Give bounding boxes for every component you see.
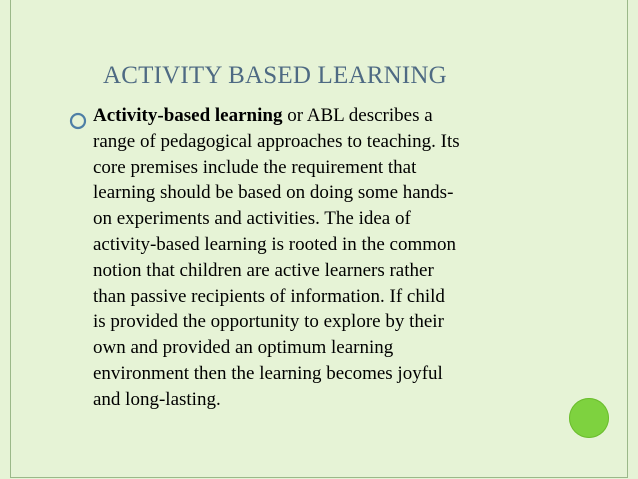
bullet-paragraph xyxy=(93,103,573,413)
text-line: range of pedagogical approaches to teaching. Its xyxy=(93,130,460,152)
text-line: environment then the learning becomes joyful xyxy=(93,362,443,384)
text-line: activity-based learning is rooted in the common xyxy=(93,233,457,255)
text-line: than passive recipients of information. If child xyxy=(93,285,445,307)
slide-title: ACTIVITY BASED LEARNING xyxy=(103,62,447,89)
text-line: notion that children are active learners rather xyxy=(93,259,434,281)
text-line: core premises include the requirement that xyxy=(93,156,417,178)
line-1-rest: or ABL describes a xyxy=(282,105,433,126)
text-line: is provided the opportunity to explore by their xyxy=(93,311,444,333)
text-line: learning should be based on doing some hands- xyxy=(93,182,454,204)
text-line: and long-lasting. xyxy=(93,388,221,410)
text-line: own and provided an optimum learning xyxy=(93,337,394,359)
green-circle-icon xyxy=(569,398,609,438)
hollow-circle-bullet-icon xyxy=(67,110,89,132)
text-line: on experiments and activities. The idea of xyxy=(93,208,411,230)
text-line xyxy=(93,103,573,129)
bullet-lead-term: Activity-based learning xyxy=(93,105,283,126)
